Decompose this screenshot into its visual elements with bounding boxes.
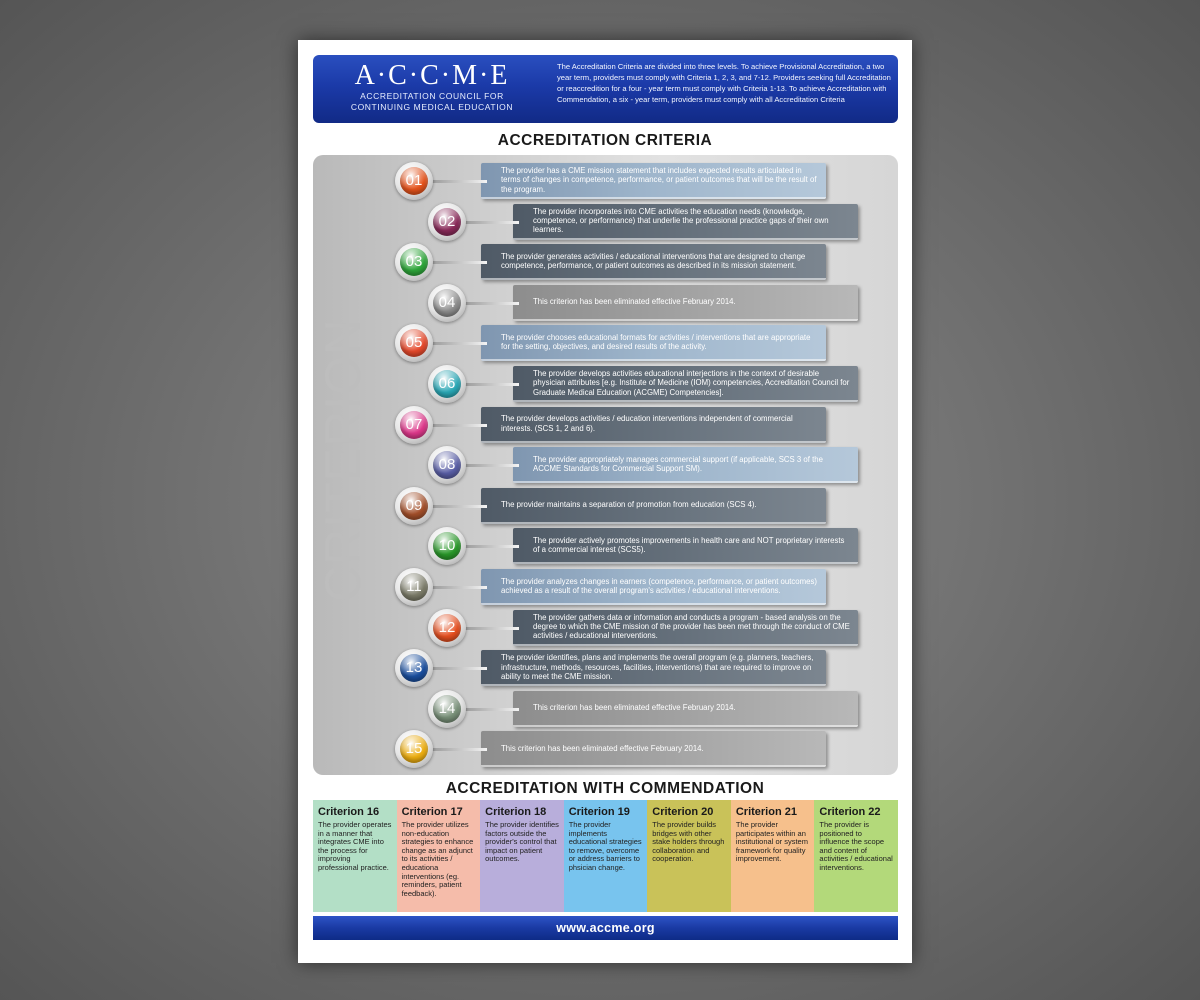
accme-logo	[313, 61, 551, 113]
criterion-number-badge	[395, 487, 433, 525]
criterion-description: The provider gathers data or information and conducts a program - based analysis on the degree to which the CME mission of the provider has been met through the conduct of CME activities / educational interventions.	[533, 612, 850, 641]
criterion-connector	[431, 424, 487, 427]
criteria-panel	[313, 155, 898, 775]
criterion-row	[313, 649, 898, 689]
commendation-criterion-text: The provider utilizes non-education strategies to enhance change as an adjunct to its activities / educationa interventions (eg. reminders, patient feedback).	[401, 820, 474, 898]
criterion-number: 06	[433, 370, 461, 398]
criterion-number: 03	[400, 248, 428, 276]
commendation-grid	[313, 800, 898, 912]
criterion-text-box	[513, 204, 858, 240]
criterion-number-badge	[395, 649, 433, 687]
criterion-row	[313, 527, 898, 567]
criterion-row	[313, 487, 898, 527]
commendation-criterion	[480, 800, 564, 912]
criterion-row	[313, 284, 898, 324]
criterion-description: The provider analyzes changes in earners (competence, performance, or patient outcomes) achieved as a result of the overall program's activities / educational interventions.	[501, 576, 817, 595]
commendation-title: ACCREDITATION WITH COMMENDATION	[445, 780, 765, 797]
criterion-number-badge	[395, 568, 433, 606]
commendation-criterion-title: Criterion 16	[318, 806, 380, 818]
criterion-text-box	[481, 569, 826, 605]
criterion-connector	[431, 505, 487, 508]
criterion-description: The provider identifies, plans and implements the overall program (e.g. planners, teachers, infrastructure, methods, resources, facilities, interventions) that are required to improve on ability to meet the CME mission.	[501, 653, 814, 681]
criterion-number: 09	[400, 492, 428, 520]
criterion-number: 01	[400, 167, 428, 195]
criterion-text-box	[481, 650, 826, 686]
commendation-criterion-title: Criterion 17	[401, 806, 463, 818]
criterion-description: The provider appropriately manages commercial support (if applicable, SCS 3 of the ACCME Standards for Commercial Support SM).	[533, 454, 823, 474]
criteria-title: ACCREDITATION CRITERIA	[497, 132, 713, 149]
criterion-connector	[431, 180, 487, 183]
logo-text: A·C·C·M·E	[354, 60, 510, 91]
criterion-number: 15	[400, 735, 428, 763]
criterion-connector	[431, 261, 487, 264]
criterion-row	[313, 243, 898, 283]
criterion-text-box	[481, 325, 826, 361]
criterion-number-badge	[395, 730, 433, 768]
commendation-criterion	[647, 800, 731, 912]
criterion-description: The provider develops activities / education interventions independent of commercial interests. (SCS 1, 2 and 6).	[501, 414, 793, 433]
criterion-number: 05	[400, 329, 428, 357]
criterion-row	[313, 446, 898, 486]
criterion-number-badge	[395, 243, 433, 281]
criterion-text-box	[513, 610, 858, 646]
criterion-connector	[431, 667, 487, 670]
criterion-number-badge	[428, 284, 466, 322]
logo-subtitle-line2: CONTINUING MEDICAL EDUCATION	[350, 102, 514, 112]
criterion-number: 14	[433, 695, 461, 723]
criterion-text-box	[481, 731, 826, 767]
criterion-row	[313, 324, 898, 364]
criterion-number: 10	[433, 532, 461, 560]
criterion-number: 13	[400, 654, 428, 682]
commendation-criterion-title: Criterion 19	[568, 806, 630, 818]
commendation-criterion	[313, 800, 397, 912]
criterion-description: The provider generates activities / educational interventions that are designed to change competence, performance, or patient outcomes as described in its mission statement.	[501, 251, 806, 271]
commendation-criterion	[731, 800, 815, 912]
commendation-criterion-title: Criterion 18	[485, 806, 547, 818]
criterion-connector	[431, 342, 487, 345]
criterion-number-badge	[395, 162, 433, 200]
criterion-number-badge	[428, 203, 466, 241]
commendation-criterion-text: The provider implements educational strategies to remove, overcome or address barriers to phsician change.	[568, 820, 642, 872]
criterion-number: 02	[433, 208, 461, 236]
criterion-row	[313, 730, 898, 770]
commendation-criterion-text: The provider identifies factors outside the provider's control that impact on patient outcomes.	[485, 820, 559, 864]
criterion-number-badge	[428, 690, 466, 728]
criterion-number-badge	[428, 365, 466, 403]
commendation-criterion	[564, 800, 648, 912]
criterion-description: The provider has a CME mission statement that includes expected results articulated in terms of changes in competence, performance, or patient outcomes that will be the result of the program.	[501, 166, 817, 194]
poster	[298, 40, 912, 963]
criterion-number-badge	[395, 406, 433, 444]
criterion-connector	[464, 464, 519, 467]
criterion-description: This criterion has been eliminated effective February 2014.	[533, 703, 736, 713]
criterion-row	[313, 609, 898, 649]
criterion-row	[313, 690, 898, 730]
criterion-text-box	[481, 163, 826, 199]
criterion-number: 11	[400, 573, 428, 601]
criterion-description: The provider develops activities educational interjections in the context of desirable physician attributes [e.g. Institute of Medicine (IOM) competencies, Accreditation Council for Graduate Medical Education (ACGME) Competencies].	[533, 369, 850, 397]
commendation-criterion	[814, 800, 898, 912]
criterion-word-text: CRITERION	[315, 318, 371, 602]
criterion-text-box	[481, 488, 826, 524]
header-banner	[313, 55, 898, 123]
commendation-criterion	[397, 800, 481, 912]
criterion-number-badge	[428, 446, 466, 484]
criterion-number: 12	[433, 614, 461, 642]
criterion-row	[313, 162, 898, 202]
criterion-connector	[464, 545, 519, 548]
criterion-row	[313, 203, 898, 243]
criterion-text-box	[513, 528, 858, 564]
commendation-criterion-text: The provider operates in a manner that integrates CME into the process for improving professional practice.	[318, 820, 392, 872]
commendation-criterion-text: The provider is positioned to influence the scope and content of activities / educational interventions.	[819, 820, 893, 872]
criterion-number: 08	[433, 451, 461, 479]
criterion-description: The provider chooses educational formats for activities / interventions that are appropriate for the setting, objectives, and desired results of the activity.	[501, 333, 811, 352]
criterion-connector	[464, 383, 519, 386]
criterion-text-box	[513, 366, 858, 402]
criterion-connector	[431, 586, 487, 589]
criterion-description: The provider actively promotes improvements in health care and NOT proprietary interests of a commercial interest (SCS5).	[533, 536, 845, 555]
criterion-number-badge	[428, 527, 466, 565]
criterion-connector	[464, 708, 519, 711]
commendation-criterion-title: Criterion 20	[652, 806, 714, 818]
commendation-criterion-title: Criterion 21	[735, 806, 797, 818]
criterion-text-box	[481, 244, 826, 280]
criterion-row	[313, 568, 898, 608]
criterion-text-box	[513, 691, 858, 727]
criterion-connector	[464, 627, 519, 630]
criterion-description: This criterion has been eliminated effective February 2014.	[533, 297, 736, 307]
criterion-description: The provider maintains a separation of promotion from education (SCS 4).	[501, 500, 757, 510]
criterion-description: This criterion has been eliminated effective February 2014.	[501, 743, 704, 753]
criterion-connector	[464, 221, 519, 224]
criterion-number: 07	[400, 411, 428, 439]
criterion-text-box	[513, 285, 858, 321]
criterion-description: The provider incorporates into CME activities the education needs (knowledge, competence, or performance) that underlie the professional practice gaps of their own learners.	[533, 206, 829, 235]
criterion-row	[313, 365, 898, 405]
intro-text: The Accreditation Criteria are divided into three levels. To achieve Provisional Accreditation, a two year term, providers must comply with Criteria 1, 2, 3, and 7-12. Providers seeking full Accreditation or reaccredition for a four - year term must comply with Criteria 1-13. To achieve Accreditation with Commendation, a six - year term, providers must comply with all Accreditation Criteria	[557, 62, 891, 104]
criterion-row	[313, 406, 898, 446]
footer-url[interactable]: www.accme.org	[313, 916, 898, 940]
criterion-number-badge	[395, 324, 433, 362]
logo-subtitle-line1: ACCREDITATION COUNCIL FOR	[360, 91, 504, 101]
criterion-text-box	[481, 407, 826, 443]
criterion-connector	[431, 748, 487, 751]
criterion-number: 04	[433, 289, 461, 317]
criterion-text-box	[513, 447, 858, 483]
criterion-number-badge	[428, 609, 466, 647]
commendation-criterion-text: The provider builds bridges with other stake holders through collaboration and cooperation.	[652, 820, 725, 864]
commendation-criterion-title: Criterion 22	[819, 806, 881, 818]
commendation-criterion-text: The provider participates within an institutional or system framework for quality improvement.	[735, 820, 808, 864]
criterion-connector	[464, 302, 519, 305]
